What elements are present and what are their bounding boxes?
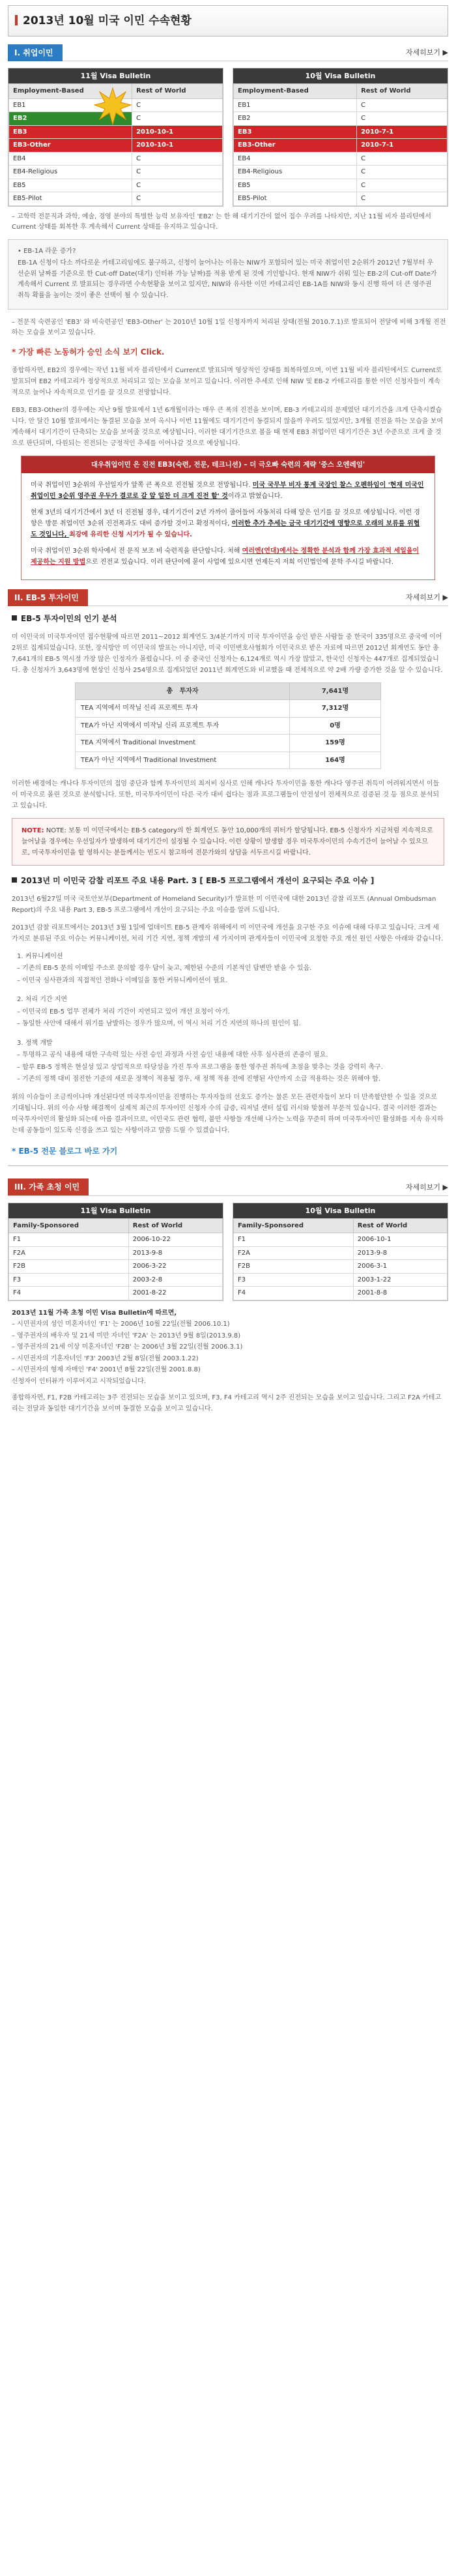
square-bullet-icon <box>12 615 17 621</box>
table-row <box>9 1273 223 1287</box>
date-cell: 2010-10-1 <box>132 139 223 153</box>
date-cell: C <box>357 192 448 206</box>
family-note-title: 2013년 11월 가족 초청 이민 Visa Bulletin에 따르면, <box>12 1309 177 1317</box>
eb5-note-box <box>12 818 444 866</box>
employment-bulletin-nov <box>8 68 223 207</box>
date-cell: C <box>132 192 223 206</box>
list-item: 신청자이 인터뷰가 이루어지고 시작되었습니다. <box>12 1377 146 1385</box>
callout-text: 으로 진전교 있습니다. 이러 판단이에 묻이 사업에 있으시면 언제든지 저희 이민법인에 문학 주시길 바랍니다. <box>85 559 393 566</box>
table-row <box>9 192 223 206</box>
list-item: – 기존의 EB-5 문의 이메일 주소로 문의할 경우 답이 늦고, 제한된 수준의 기본적인 답변만 받을 수 있음. <box>17 965 312 973</box>
category-cell: EB2 <box>9 112 132 126</box>
family-notes <box>12 1308 448 1388</box>
col-rest-of-world: Rest of World <box>132 84 223 99</box>
category-cell: F1 <box>234 1233 354 1247</box>
category-cell: F2A <box>234 1246 354 1260</box>
category-cell: EB4 <box>9 152 132 166</box>
date-cell: C <box>132 112 223 126</box>
table-row <box>76 735 381 752</box>
date-cell: 2010-7-1 <box>357 139 448 153</box>
investor-count: 164명 <box>290 752 381 769</box>
employment-bulletin-oct <box>233 68 448 207</box>
eb3-callout <box>21 456 435 580</box>
family-bulletin-nov <box>8 1203 223 1301</box>
date-cell: 2013-9-8 <box>128 1246 222 1260</box>
category-cell: F2B <box>234 1260 354 1274</box>
eb1a-box-body: EB-1A 신청이 다소 까다로운 카테고리임에도 불구하고, 신청이 늘어나는 이유는 NIW가 포함되어 있는 미국 취업이민 2순위가 2012년 7월부터 우선순위 날짜를 기준으로 한 Cut-off Date(대기) 인터뷰 가능 날짜)를 적용 받게 된 것에 기인합니다. 현재 NIW가 쉬워 있는 EB-2의 Cut-off Date가 계속해서 Current 로 발표되는 경우라면 수속현황을 보이고 있지만, NIW와 유사한 이민 카테고리인 EB-1A를 NIW와 동시 진행 하여 더 큰 영주권 취득 확률을 높이는 것이 좋은 선택이 될 수 있습니다. <box>18 259 437 299</box>
date-cell: 2006-10-1 <box>353 1233 447 1247</box>
list-item: – 투명하고 공식 내용에 대한 구속력 있는 사전 승인 과정과 사전 승인 내용에 대한 사후 심사관의 존중이 필요. <box>17 1051 328 1059</box>
family-note-list <box>12 1319 448 1387</box>
family-summary: 종합하자면, F1, F2B 카테고리는 3주 진전되는 모습을 보이고 있으며, F3, F4 카테고리 역시 2주 진전되는 모습을 보이고 있습니다. 그리고 F2A 카테고리는 전달과 동일한 대기기간을 보이며 동결한 모습을 보이고 있습니다. <box>12 1394 442 1413</box>
investor-count: 7,312명 <box>290 700 381 718</box>
table-row <box>234 1287 448 1300</box>
bulletin-table <box>8 1218 223 1300</box>
callout-text: 현재 3년의 대기기간에서 3년 더 진전될 경우, 대기기간이 2년 가까이 줄어들어 자동처리 다해 앞은 인기를 끌 것으로 예상됩니다. 이런 경향은 방문 취업이민 3순위 진전폭과도 대비 증가할 것이고 확정적이다, <box>31 509 420 528</box>
date-cell: C <box>357 179 448 192</box>
table-row <box>76 700 381 718</box>
date-cell: 2006-3-1 <box>353 1260 447 1274</box>
callout-emphasis: 이러한 추가 추세는 금국 대기기간에 영향으로 오래의 보류를 위협도 것입니다, <box>31 520 420 539</box>
callout-highlight: 여러엔(연대)에서는 정확한 분석과 함께 가장 효과적 세일을이 제공하는 지원 방법 <box>31 548 420 566</box>
category-cell: EB3-Other <box>234 139 357 153</box>
category-cell: EB4 <box>234 152 357 166</box>
category-cell: EB4-Religious <box>9 166 132 179</box>
table-row <box>234 139 448 153</box>
list-item: 2. 처리 기간 지연 <box>17 996 68 1004</box>
investor-label: TEA 지역에서 미작닐 신리 프로젝트 투자 <box>76 700 290 718</box>
callout-paragraph <box>31 546 425 568</box>
category-cell: EB5-Pilot <box>234 192 357 206</box>
category-cell: F3 <box>9 1273 129 1287</box>
family-bulletin-oct <box>233 1203 448 1301</box>
table-row <box>234 152 448 166</box>
col-rest-of-world: Rest of World <box>128 1218 222 1233</box>
date-cell: 2006-3-22 <box>128 1260 222 1274</box>
list-item: – 이민국 심사관과의 직접적인 전화나 이메일을 통한 커뮤니케이션이 필요. <box>17 976 228 984</box>
date-cell: 2010-7-1 <box>357 125 448 139</box>
callout-text: 이라고 밝혔습니다. <box>227 493 283 501</box>
eb5-para-3: 2013년 6월27일 미국 국토안보부(Department of Homeland Security)가 발표한 미 이민국에 대한 2013년 감찰 리포트 (Annual Ombudsman Report)의 주요 내용 Part 3, EB-5 프로그램에서 개선이 요구되는 주요 이슈를 알려 드립니다. <box>12 895 436 914</box>
square-bullet-icon <box>12 877 17 883</box>
table-row <box>234 1273 448 1287</box>
col-category: Employment-Based <box>9 84 132 99</box>
section-eb5-tab: II. EB-5 투자이민 <box>8 589 88 606</box>
date-cell: C <box>357 98 448 112</box>
date-cell: C <box>132 152 223 166</box>
table-row <box>9 1233 223 1247</box>
category-cell: F4 <box>234 1287 354 1300</box>
investor-count: 159명 <box>290 735 381 752</box>
callout-text: 미국 취업이민 3순위 학사에서 전 문직 보조 비 숙련직을 판단합니다. 처해 <box>31 548 242 555</box>
category-cell: EB4-Religious <box>234 166 357 179</box>
category-cell: EB2 <box>234 112 357 126</box>
category-cell: F2A <box>9 1246 129 1260</box>
note-label: NOTE: <box>21 827 44 835</box>
category-cell: EB5 <box>234 179 357 192</box>
list-item: – 기존의 정책 대비 점진한 기준의 새로운 정책이 적용될 경우, 새 정책 적용 전에 진행된 사안까지 소급 적용하는 것은 위해야 함. <box>17 1076 380 1083</box>
table-row <box>234 1233 448 1247</box>
section-employment-header <box>8 44 448 61</box>
date-cell: C <box>132 179 223 192</box>
list-gap <box>17 1031 444 1037</box>
list-item: – 할루 EB-5 정책은 현실성 있고 상업적으로 타당성을 가진 투자 프로그램을 통한 영주권 취득에 초점을 맞추는 것을 강력히 촉구. <box>17 1063 383 1071</box>
title-accent <box>15 15 18 25</box>
table-row <box>9 166 223 179</box>
list-item: – 시민권자의 형제 자매인 'F4' 2001년 8월 22일(전월 2001.8.8) <box>12 1366 201 1374</box>
category-cell: F4 <box>9 1287 129 1300</box>
list-item: – 시민권자의 성인 미혼자녀인 'F1' 는 2006년 10월 22일(전월 2006.10.1) <box>12 1321 230 1328</box>
date-cell: 2006-10-22 <box>128 1233 222 1247</box>
category-cell: EB1 <box>9 98 132 112</box>
list-item: – 시민권자의 기혼자녀인 'F3' 2003년 2월 8일(전월 2003.1.22) <box>12 1354 199 1362</box>
col-category: Family-Sponsored <box>9 1218 129 1233</box>
table-row <box>9 179 223 192</box>
investor-label: TEA 지역에서 Traditional Investment <box>76 735 290 752</box>
table-row <box>9 125 223 139</box>
section-eb5-header <box>8 589 448 606</box>
eb1a-info-box <box>8 239 448 310</box>
head-text: 투자자 <box>179 687 199 695</box>
category-cell: EB5 <box>9 179 132 192</box>
investor-head <box>76 682 290 700</box>
table-row <box>9 139 223 153</box>
date-cell: 2001-8-8 <box>353 1287 447 1300</box>
date-cell: C <box>357 112 448 126</box>
section-divider <box>8 1165 448 1166</box>
category-cell: EB3-Other <box>9 139 132 153</box>
eb5-blog-link[interactable]: * EB-5 전문 블로그 바로 가기 <box>12 1146 118 1156</box>
callout-paragraph <box>31 507 425 540</box>
table-row <box>9 1260 223 1274</box>
note-text: NOTE: 보통 미 이민국에서는 EB-5 category의 한 회계연도 동안 10,000개의 쿼터가 할당됩니다. EB-5 신청자가 지금처럼 지속적으로 늘어날을 경우에는 우선일자가 발생하여 대기기간이 설정될 수 있습니다. 이런 상황이 발생할 경우 미국투자이민의 수속기간이 늘어날 수 있으므로, 미국투자이민을 <box>21 827 433 857</box>
table-row <box>234 1246 448 1260</box>
page-title <box>8 5 448 37</box>
table-row <box>76 717 381 735</box>
list-item: – 영주권자의 21세 이상 미혼자녀인 'F2B' 는 2006년 3월 22일(전월 2006.3.1) <box>12 1343 243 1351</box>
callout-highlight: 최강에 유리한 신청 시기가 될 수 있습니다. <box>69 531 192 539</box>
eb3-note: – 전문직 숙련공인 'EB3' 와 비숙련공인 'EB3-Other' 는 2010년 10월 1일 신청자까지 처리된 상태(전월 2010.7.1)로 발표되어 전달에 비해 3개월 진전하는 모습을 보이고 있습니다. <box>12 319 446 337</box>
issue-list <box>17 951 444 1085</box>
category-cell: F3 <box>234 1273 354 1287</box>
bulletin-title: 10월 Visa Bulletin <box>233 68 448 83</box>
list-item: 1. 커뮤니케이션 <box>17 952 63 960</box>
callout-emphasis: 미국 국무부 비자 통계 국장인 찰스 오펜하임이 '현재 미국인 취업이민 3순위 영주권 우두가 결코로 갈 앞 일찬 더 크게 진전 할' 것 <box>31 482 424 501</box>
category-cell: EB5-Pilot <box>9 192 132 206</box>
callout-text: 미국 취업이민 3순위의 우선일자가 앞쪽 큰 폭으로 진전될 것으로 전망됩니다. <box>31 482 253 490</box>
heading-text: 2013년 미 이민국 감찰 리포트 주요 내용 Part. 3 [ EB-5 프로그램에서 개선이 요구되는 주요 이슈 ] <box>21 876 375 886</box>
date-cell: C <box>132 98 223 112</box>
more-link-family[interactable]: 자세히보기 ▶ <box>405 1182 448 1192</box>
employment-bulletins <box>8 68 448 207</box>
date-cell: 2001-8-22 <box>128 1287 222 1300</box>
table-row <box>234 192 448 206</box>
date-cell: 2003-2-8 <box>128 1273 222 1287</box>
col-category: Family-Sponsored <box>234 1218 354 1233</box>
eb5-para-2: 이러한 배경에는 캐나다 투자이민의 접엄 중단과 함께 투자이민의 최저비 심사로 인해 캐나다 투자이민을 통한 캐나다 영주권 취득이 어려워지면서 이들이 미국으로 몰린 것으로 분석합니다. 또한, 미국투자이민이 다른 국가 대비 쉽다는 점과 프로그램들이 안전성이 전체적으로 검증된 것 등 점으로 분석되고 있습니다. <box>12 780 440 810</box>
table-row <box>234 112 448 126</box>
investor-total: 7,641명 <box>290 682 381 700</box>
category-cell: F1 <box>9 1233 129 1247</box>
date-cell: C <box>357 152 448 166</box>
eb5-para-5: 위의 이슈들이 조금씩이나마 개선된다면 미국투자이민을 진행하는 투자자들의 선호도 증가는 물론 모든 관련자들이 보다 더 만족할만한 수 있을 것으로 기대됩니다. 위의 이슈 사항 해결책이 실제적 최근의 투자이민 신청자 수의 급증, 리저널 센터 설립 러시와 맞물려 부문적 있습니다. 결국 이러한 결과는 미국투자이민의 활성화 되는데 아름 결과이므로, 이민국도 관련 협력, 불만 사항들 개선해 나가는 노력을 꾸준히 하며 미국투자이민 활성화를 지속 유지하는데 공동들이 있도록 신경을 쓰고 있는 사항이라고 말씀 드릴 수 있겠습니다. <box>12 1093 444 1134</box>
list-item: – 이민국의 EB-5 업무 전체가 처리 기간이 지연되고 있어 개선 요청이 아기. <box>17 1008 231 1016</box>
callout-title: 대우취업이민 은 진전 EB3(숙련, 전문, 테크니션) – 더 극오빠 숙련의 계략 '중스 오엔레임' <box>21 456 435 473</box>
table-row <box>234 166 448 179</box>
list-item: 3. 정책 개발 <box>17 1039 53 1047</box>
section-family-header <box>8 1179 448 1196</box>
page-title-text: 2013년 10월 미국 이민 수속현황 <box>23 14 192 27</box>
head-text: 총 <box>166 687 173 695</box>
table-row <box>234 179 448 192</box>
investor-table <box>75 682 381 770</box>
heading-text: EB-5 투자이민의 인기 분석 <box>21 614 117 624</box>
more-link-employment[interactable]: 자세히보기 ▶ <box>405 48 448 57</box>
note-text: 할 영하시는 분들께서는 빈도시 참고하여 전문가와의 상담을 서두르시길 바랍니다. <box>78 849 311 857</box>
eb2-note: – 고학력 전문직과 과학, 예술, 경영 분야의 특별한 능력 보유자인 'EB2' 는 한 해 대기기간이 없어 접수 우려를 나타지만, 지난 11월 비자 블리틴에서 Current 상태를 회복한 후 계속해서 Current 상태를 유지하고 있습니다. <box>12 212 431 231</box>
highlight-burst-icon <box>93 87 132 126</box>
list-gap <box>17 987 444 993</box>
bulletin-title: 11월 Visa Bulletin <box>8 68 223 83</box>
eb5-para-1: 미 이민국의 미국투자이민 접수현황에 따르면 2011~2012 회계연도 3/4분기까지 미국 투자이민을 승인 받은 사람들 중 한국이 335명으로 중국에 이어 2위로 집계되었습니다. 또한, 장식방안 미 이민국의 발표는 아니지만, 미국 이민변호사협회가 이민국으로 받은 자료에 따르면 2012년 회계연도 동안 총 7,641개의 EB-5 역시정 가장 많은 인정자가 몰렸습니다. 이 중 중국인 신청자는 6,124개로 역시 가장 많았고, 한국인 신청자는 447개로 집계되었습니다. 총 신청자가 3,643명에 현상인 신청사 254명으로 집계되었던 2011년 회계연도와 비교했을 때 전체적으로 약 2배 가량 증가한 것을 알 수 있습니다. <box>12 633 443 674</box>
table-row <box>234 1260 448 1274</box>
category-cell: EB3 <box>9 125 132 139</box>
list-item: – 영주권자의 배우자 및 21세 미만 자녀인 'F2A' 는 2013년 9월 8일(2013.9.8) <box>12 1332 241 1339</box>
table-row <box>9 1246 223 1260</box>
eb5-popularity-heading <box>12 613 448 625</box>
bulletin-table <box>233 1218 448 1300</box>
list-item: – 동일한 사안에 대해서 위기를 남발하는 경우가 많으며, 이 역시 처리 기간 지연의 하나의 원인이 됨. <box>17 1020 301 1028</box>
bulletin-title: 11월 Visa Bulletin <box>8 1203 223 1218</box>
section-family-tab: III. 가족 초청 이민 <box>8 1178 89 1195</box>
table-row <box>234 98 448 112</box>
callout-paragraph <box>31 480 425 502</box>
table-row <box>76 752 381 769</box>
summary-para-1: 종합하자면, EB2의 경우에는 작년 11월 비자 블리틴에서 Current로 발표되며 영상적인 상태를 회복하였으며, 이번 11월 비자 블리틴에서도 Current로 발표되며 EB2 카테고리가 정상적으로 처리되고 있는 모습을 보이고 있습니다. 이러한 추세로 인해 NIW 및 EB-2 카테고리를 통한 이민 신청자들이 계속적으로 늘어나 자속적으로 인기를 끌 것으로 전망합니다. <box>12 366 442 396</box>
investor-count: 0명 <box>290 717 381 735</box>
table-row <box>9 152 223 166</box>
col-rest-of-world: Rest of World <box>357 84 448 99</box>
category-cell: F2B <box>9 1260 129 1274</box>
more-link-eb5[interactable]: 자세히보기 ▶ <box>405 593 448 602</box>
date-cell: 2003-1-22 <box>353 1273 447 1287</box>
eb5-para-4: 2013년 감찰 리포트에서는 2013년 3월 1일에 업데이트 EB-5 관계자 위해에서 미 이민국에 개선을 요구한 주요 이슈에 대해 다루고 있습니다. 크게 세 가지로 분류된 주요 이슈는 커뮤니케이션, 처리 기간 지연, 정책 개발의 세 가지이며 관계자들이 이민국에 요청한 주요 개선 원인 사항은 아래와 같습니다. <box>12 924 444 943</box>
family-bulletins <box>8 1203 448 1301</box>
ombudsman-heading <box>12 875 448 887</box>
table-row <box>9 1287 223 1300</box>
col-rest-of-world: Rest of World <box>353 1218 447 1233</box>
bulletin-table <box>233 83 448 206</box>
table-row <box>234 125 448 139</box>
section-employment-tab: I. 취업이민 <box>8 44 63 61</box>
eb1a-box-title: • EB-1A 라운 증가? <box>18 247 76 255</box>
date-cell: 2013-9-8 <box>353 1246 447 1260</box>
investor-label: TEA가 아닌 지역에서 미작닐 신리 프로젝트 투자 <box>76 717 290 735</box>
col-category: Employment-Based <box>234 84 357 99</box>
bulletin-title: 10월 Visa Bulletin <box>233 1203 448 1218</box>
labor-cert-link[interactable]: * 가장 빠른 노동허가 승인 소식 보기 Click. <box>12 347 165 357</box>
callout-body <box>21 473 435 579</box>
category-cell: EB3 <box>234 125 357 139</box>
date-cell: C <box>357 166 448 179</box>
category-cell: EB1 <box>234 98 357 112</box>
investor-label: TEA가 아닌 지역에서 Traditional Investment <box>76 752 290 769</box>
date-cell: C <box>132 166 223 179</box>
summary-para-2: EB3, EB3-Other의 경우에는 지난 9월 발표에서 1년 6개월이라는 매우 큰 폭의 진전을 보이며, EB-3 카테고리의 문제였던 대기기간을 크게 단축시켰습니다. 안 달간 10월 발표에서는 동결된 모습을 보여 옥시나 이번 11월에도 대기기간이 동결되지 않을까 우려도 있었지만, 3개월 진전을 하는 모습을 보여 계속해서 대기기간이 단축되는 모습을 보여줄 것으로 예상됩니다. 이러한 대기기간으로 볼을 때 현재 EB3 취업이민 대기기간은 3년 수준으로 크게 줄 것으로 판단되며, 다원되는 진전되는 긍정적인 추세를 이어나갈 것으로 예상됩니다. <box>12 406 444 447</box>
date-cell: 2010-10-1 <box>132 125 223 139</box>
